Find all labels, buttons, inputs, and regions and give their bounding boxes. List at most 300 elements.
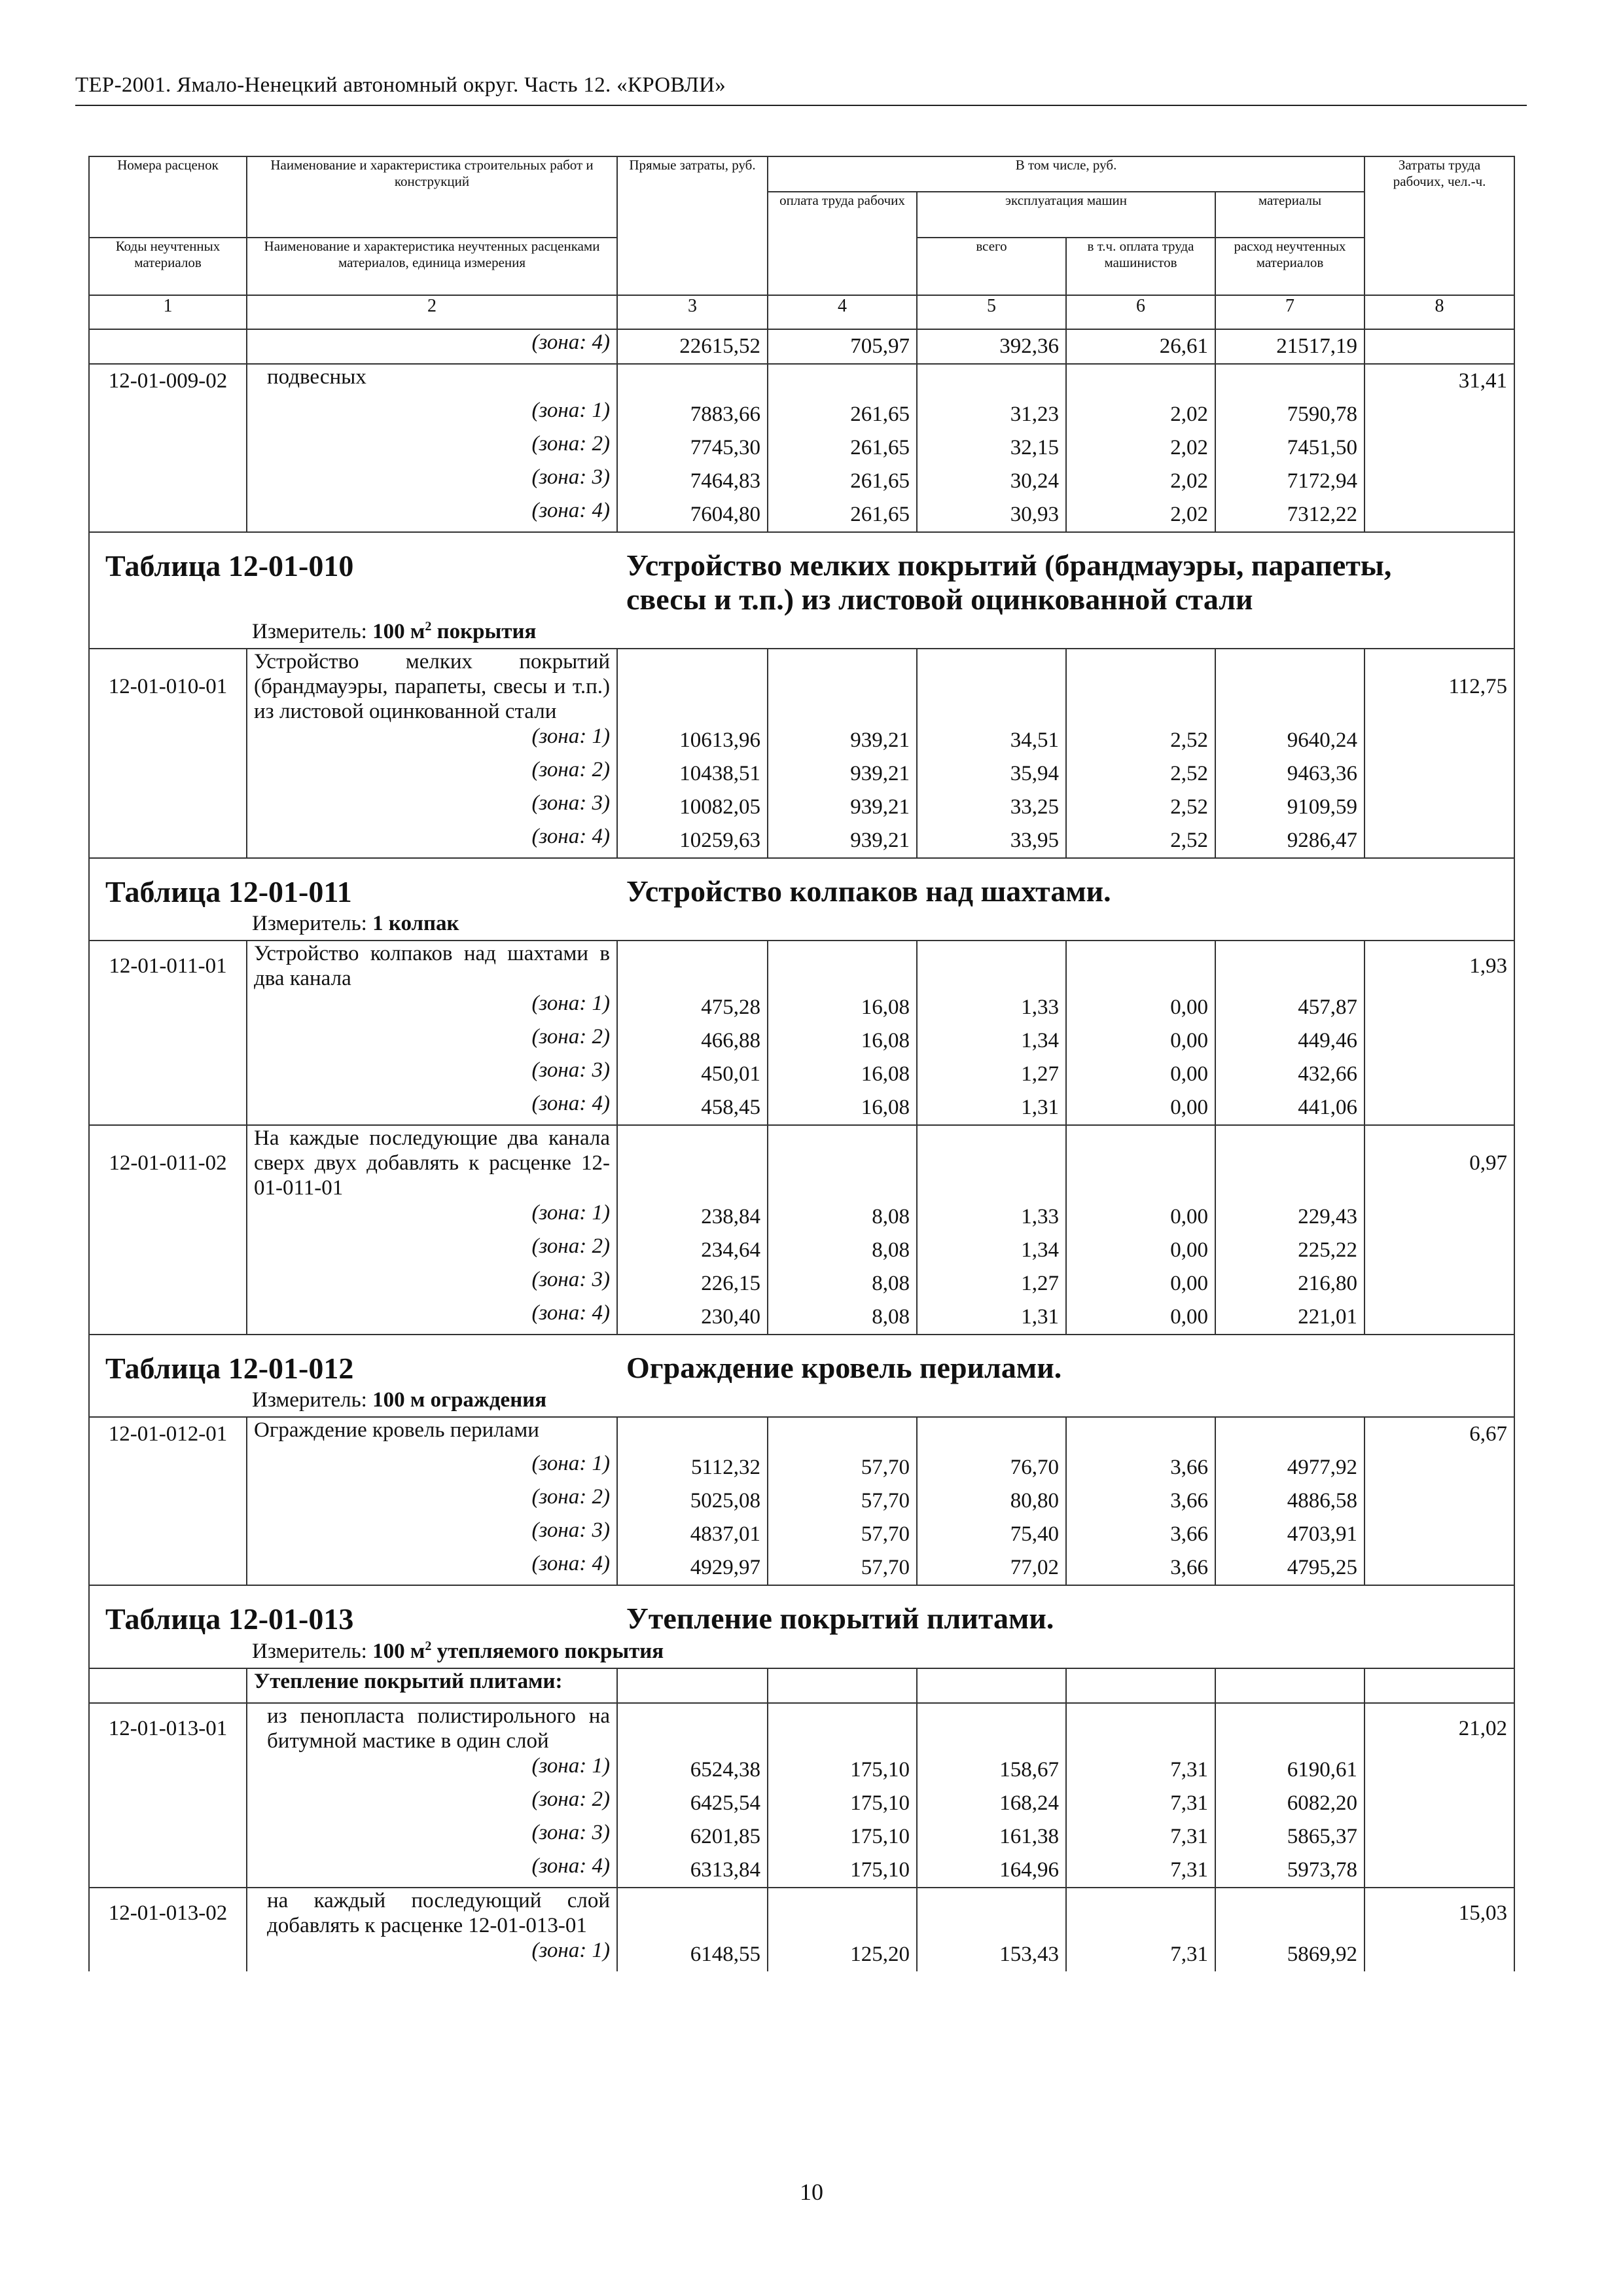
zone-cell (247, 1200, 617, 1234)
section-title-cell (89, 1335, 1514, 1417)
value-cell: 7883,66 (617, 398, 768, 431)
labor-cell (1364, 1234, 1514, 1267)
value-cell: 57,70 (768, 1484, 917, 1518)
value-cell (617, 1417, 768, 1451)
labor-cell (1364, 1854, 1514, 1888)
value-cell (917, 1125, 1066, 1200)
page-number: 10 (800, 2179, 823, 2205)
zone-row (89, 1938, 1514, 1971)
labor-value: 0,97 (1364, 1125, 1514, 1200)
zone-label: (зона: 3) (531, 1518, 610, 1542)
value-cell: 4886,58 (1215, 1484, 1364, 1518)
zone-cell (247, 991, 617, 1024)
labor-cell (1364, 1938, 1514, 1971)
measure-unit (105, 1388, 1498, 1412)
code-cell (89, 1938, 247, 1971)
measure-unit (105, 1639, 1498, 1664)
zone-label: (зона: 1) (531, 1939, 610, 1962)
value-cell: 1,33 (917, 991, 1066, 1024)
zone-cell (247, 329, 617, 364)
value-cell: 57,70 (768, 1451, 917, 1484)
code-cell (89, 398, 247, 431)
value-cell: 30,24 (917, 465, 1066, 498)
measure-unit (105, 619, 1498, 644)
measure-exponent: 2 (425, 619, 432, 634)
zone-row (89, 1484, 1514, 1518)
zone-row (89, 329, 1514, 364)
code-cell (89, 1820, 247, 1854)
value-cell (617, 941, 768, 991)
value-cell: 4977,92 (1215, 1451, 1364, 1484)
labor-cell (1364, 1484, 1514, 1518)
zone-cell (247, 1518, 617, 1551)
labor-cell (1364, 398, 1514, 431)
zone-label: (зона: 3) (531, 1268, 610, 1291)
value-cell: 153,43 (917, 1938, 1066, 1971)
col-number: 5 (917, 295, 1066, 329)
code-cell (89, 724, 247, 757)
value-cell: 33,95 (917, 824, 1066, 858)
value-cell (1066, 1668, 1215, 1703)
value-cell: 9640,24 (1215, 724, 1364, 757)
value-cell: 57,70 (768, 1518, 917, 1551)
value-cell: 6082,20 (1215, 1787, 1364, 1820)
value-cell (1215, 1417, 1364, 1451)
zone-label: (зона: 4) (531, 499, 610, 522)
zone-row (89, 991, 1514, 1024)
value-cell: 230,40 (617, 1300, 768, 1335)
zone-label: (зона: 2) (531, 1234, 610, 1258)
value-cell: 1,31 (917, 1300, 1066, 1335)
code-cell (89, 757, 247, 791)
value-cell: 5865,37 (1215, 1820, 1364, 1854)
labor-cell (1364, 1668, 1514, 1703)
zone-row (89, 824, 1514, 858)
value-cell (1066, 1888, 1215, 1938)
value-cell: 229,43 (1215, 1200, 1364, 1234)
value-cell: 76,70 (917, 1451, 1066, 1484)
zone-label: (зона: 1) (531, 1452, 610, 1475)
value-cell: 4929,97 (617, 1551, 768, 1585)
col2-top-header: Наименование и характеристика строительных работ и конструкций (247, 156, 617, 238)
code-cell (89, 1024, 247, 1058)
value-cell: 2,02 (1066, 431, 1215, 465)
code-cell (89, 1484, 247, 1518)
labor-cell (1364, 1058, 1514, 1091)
value-cell (917, 1668, 1066, 1703)
zone-row (89, 1787, 1514, 1820)
value-cell: 6524,38 (617, 1753, 768, 1787)
code-cell (89, 498, 247, 532)
zone-label: (зона: 3) (531, 791, 610, 815)
rate-item-row (89, 941, 1514, 991)
code-cell (89, 1668, 247, 1703)
labor-value: 1,93 (1364, 941, 1514, 991)
value-cell: 1,31 (917, 1091, 1066, 1125)
value-cell: 5869,92 (1215, 1938, 1364, 1971)
value-cell: 0,00 (1066, 1058, 1215, 1091)
value-cell (1215, 1668, 1364, 1703)
code-cell (89, 791, 247, 824)
value-cell: 2,52 (1066, 791, 1215, 824)
col4-header: оплата труда рабочих (768, 192, 917, 295)
zone-cell (247, 824, 617, 858)
value-cell: 31,23 (917, 398, 1066, 431)
value-cell: 939,21 (768, 757, 917, 791)
zone-row (89, 791, 1514, 824)
measure-prefix: Измеритель: (252, 1640, 367, 1663)
value-cell (1215, 1125, 1364, 1200)
value-cell: 5025,08 (617, 1484, 768, 1518)
value-cell: 939,21 (768, 824, 917, 858)
value-cell: 234,64 (617, 1234, 768, 1267)
code-cell (89, 1551, 247, 1585)
value-cell: 3,66 (1066, 1484, 1215, 1518)
zone-row (89, 724, 1514, 757)
zone-cell (247, 1300, 617, 1335)
value-cell: 7,31 (1066, 1854, 1215, 1888)
value-cell: 30,93 (917, 498, 1066, 532)
measure-unit-text: 100 м ограждения (372, 1388, 547, 1412)
rate-name: Ограждение кровель перилами (247, 1417, 617, 1451)
zone-row (89, 1024, 1514, 1058)
code-cell (89, 465, 247, 498)
zone-cell (247, 1451, 617, 1484)
value-cell (617, 649, 768, 724)
labor-value: 15,03 (1364, 1888, 1514, 1938)
header-rule (75, 105, 1527, 106)
value-cell (917, 364, 1066, 398)
value-cell: 35,94 (917, 757, 1066, 791)
value-cell: 705,97 (768, 329, 917, 364)
machines-header: эксплуатация машин (917, 192, 1215, 238)
zone-cell (247, 1854, 617, 1888)
value-cell: 6425,54 (617, 1787, 768, 1820)
labor-cell (1364, 1753, 1514, 1787)
col8-header: Затраты труда рабочих, чел.-ч. (1364, 156, 1514, 295)
code-cell (89, 1234, 247, 1267)
value-cell: 5973,78 (1215, 1854, 1364, 1888)
value-cell: 7451,50 (1215, 431, 1364, 465)
rate-item-row (89, 1888, 1514, 1938)
measure-rest: покрытия (437, 620, 537, 643)
value-cell: 226,15 (617, 1267, 768, 1300)
value-cell: 161,38 (917, 1820, 1066, 1854)
col7-header: расход неучтенных материалов (1215, 238, 1364, 295)
zone-cell (247, 1024, 617, 1058)
section-title-cell (89, 858, 1514, 941)
zone-row (89, 498, 1514, 532)
value-cell (1066, 941, 1215, 991)
table-title: Устройство мелких покрытий (брандмауэры, парапеты, свесы и т.п.) из листовой оцинкованной стали (626, 548, 1392, 616)
rate-name: На каждые последующие два канала сверх двух добавлять к расценке 12-01-011-01 (247, 1125, 617, 1200)
value-cell: 6201,85 (617, 1820, 768, 1854)
labor-cell (1364, 1024, 1514, 1058)
code-cell (89, 824, 247, 858)
zone-row (89, 1091, 1514, 1125)
value-cell: 7604,80 (617, 498, 768, 532)
value-cell: 6313,84 (617, 1854, 768, 1888)
value-cell (617, 1668, 768, 1703)
value-cell: 225,22 (1215, 1234, 1364, 1267)
value-cell: 0,00 (1066, 1234, 1215, 1267)
code-cell (89, 431, 247, 465)
value-cell (617, 1888, 768, 1938)
zone-label: (зона: 1) (531, 399, 610, 422)
value-cell (917, 941, 1066, 991)
rate-code: 12-01-011-02 (89, 1125, 247, 1200)
rate-name: на каждый последующий слой добавлять к расценке 12-01-013-01 (247, 1888, 617, 1938)
col1-top-header: Номера расценок (89, 156, 247, 238)
code-cell (89, 1058, 247, 1091)
value-cell: 7590,78 (1215, 398, 1364, 431)
value-cell (917, 1888, 1066, 1938)
labor-cell (1364, 1787, 1514, 1820)
value-cell: 0,00 (1066, 1024, 1215, 1058)
value-cell (1066, 649, 1215, 724)
zone-cell (247, 724, 617, 757)
labor-value: 21,02 (1364, 1703, 1514, 1753)
labor-cell (1364, 498, 1514, 532)
zone-cell (247, 431, 617, 465)
zone-label: (зона: 2) (531, 432, 610, 456)
zone-cell (247, 1551, 617, 1585)
zone-cell (247, 1753, 617, 1787)
value-cell: 7,31 (1066, 1938, 1215, 1971)
value-cell: 261,65 (768, 431, 917, 465)
value-cell: 3,66 (1066, 1551, 1215, 1585)
zone-cell (247, 1091, 617, 1125)
col5-header: всего (917, 238, 1066, 295)
table-number: Таблица 12-01-010 (105, 549, 354, 583)
value-cell: 16,08 (768, 1058, 917, 1091)
value-cell (917, 649, 1066, 724)
section-title-cell (89, 532, 1514, 649)
rate-name: подвесных (247, 364, 617, 398)
zone-cell (247, 1938, 617, 1971)
rate-item-row (89, 1417, 1514, 1451)
code-cell (89, 1854, 247, 1888)
value-cell: 2,02 (1066, 398, 1215, 431)
zone-label: (зона: 4) (531, 1552, 610, 1575)
zone-row (89, 1551, 1514, 1585)
measure-unit (105, 912, 1498, 936)
value-cell: 9109,59 (1215, 791, 1364, 824)
value-cell: 175,10 (768, 1753, 917, 1787)
col-number: 6 (1066, 295, 1215, 329)
code-cell (89, 1451, 247, 1484)
zone-label: (зона: 2) (531, 758, 610, 781)
value-cell: 7,31 (1066, 1787, 1215, 1820)
value-cell (768, 1125, 917, 1200)
zone-label: (зона: 3) (531, 1058, 610, 1082)
labor-cell (1364, 724, 1514, 757)
measure-value (372, 912, 459, 935)
value-cell (1215, 1703, 1364, 1753)
labor-value: 6,67 (1364, 1417, 1514, 1451)
zone-cell (247, 757, 617, 791)
value-cell: 164,96 (917, 1854, 1066, 1888)
measure-rest: утепляемого покрытия (437, 1640, 664, 1663)
zone-label: (зона: 3) (531, 1821, 610, 1844)
value-cell: 2,02 (1066, 498, 1215, 532)
rate-code: 12-01-009-02 (89, 364, 247, 398)
table-section-title (89, 1585, 1514, 1668)
price-table (88, 156, 1514, 1971)
value-cell: 8,08 (768, 1200, 917, 1234)
value-cell: 125,20 (768, 1938, 917, 1971)
zone-label: (зона: 4) (531, 1301, 610, 1325)
value-cell: 8,08 (768, 1300, 917, 1335)
labor-value: 112,75 (1364, 649, 1514, 724)
labor-cell (1364, 1518, 1514, 1551)
labor-cell (1364, 757, 1514, 791)
labor-cell (1364, 465, 1514, 498)
value-cell: 0,00 (1066, 1091, 1215, 1125)
value-cell: 450,01 (617, 1058, 768, 1091)
table-number: Таблица 12-01-011 (105, 875, 352, 908)
zone-label: (зона: 2) (531, 1485, 610, 1509)
value-cell: 3,66 (1066, 1451, 1215, 1484)
value-cell: 7312,22 (1215, 498, 1364, 532)
value-cell: 57,70 (768, 1551, 917, 1585)
value-cell: 77,02 (917, 1551, 1066, 1585)
value-cell: 8,08 (768, 1267, 917, 1300)
value-cell (617, 1125, 768, 1200)
measure-prefix: Измеритель: (252, 620, 367, 643)
value-cell (768, 1888, 917, 1938)
code-cell (89, 1200, 247, 1234)
value-cell: 10613,96 (617, 724, 768, 757)
value-cell: 238,84 (617, 1200, 768, 1234)
col-number: 2 (247, 295, 617, 329)
zone-label: (зона: 4) (531, 825, 610, 848)
value-cell: 457,87 (1215, 991, 1364, 1024)
table-section-title (89, 1335, 1514, 1417)
value-cell: 80,80 (917, 1484, 1066, 1518)
measure-prefix: Измеритель: (252, 912, 367, 935)
value-cell: 10259,63 (617, 824, 768, 858)
measure-exponent: 2 (425, 1639, 432, 1653)
labor-value: 31,41 (1364, 364, 1514, 398)
value-cell (617, 364, 768, 398)
rate-code: 12-01-013-01 (89, 1703, 247, 1753)
code-cell (89, 1091, 247, 1125)
code-cell (89, 1787, 247, 1820)
rate-code: 12-01-012-01 (89, 1417, 247, 1451)
value-cell: 7,31 (1066, 1820, 1215, 1854)
value-cell: 458,45 (617, 1091, 768, 1125)
value-cell: 16,08 (768, 1091, 917, 1125)
labor-cell (1364, 1200, 1514, 1234)
value-cell (768, 649, 917, 724)
value-cell: 0,00 (1066, 1300, 1215, 1335)
value-cell: 2,52 (1066, 824, 1215, 858)
included-header: В том числе, руб. (768, 156, 1364, 192)
labor-cell (1364, 1551, 1514, 1585)
value-cell (768, 364, 917, 398)
zone-cell (247, 1484, 617, 1518)
value-cell (768, 1668, 917, 1703)
zone-cell (247, 791, 617, 824)
table-number: Таблица 12-01-013 (105, 1602, 354, 1636)
table-section-title (89, 858, 1514, 941)
code-cell (89, 1267, 247, 1300)
value-cell: 175,10 (768, 1854, 917, 1888)
zone-row (89, 1753, 1514, 1787)
value-cell: 168,24 (917, 1787, 1066, 1820)
zone-row (89, 1200, 1514, 1234)
value-cell: 0,00 (1066, 1200, 1215, 1234)
value-cell: 1,27 (917, 1058, 1066, 1091)
value-cell: 7745,30 (617, 431, 768, 465)
table-title: Утепление покрытий плитами. (626, 1602, 1054, 1635)
value-cell: 16,08 (768, 991, 917, 1024)
value-cell: 4837,01 (617, 1518, 768, 1551)
value-cell (1215, 364, 1364, 398)
subheading-row (89, 1668, 1514, 1703)
code-cell (89, 1518, 247, 1551)
value-cell: 6190,61 (1215, 1753, 1364, 1787)
zone-cell (247, 1787, 617, 1820)
value-cell: 1,33 (917, 1200, 1066, 1234)
section-title-cell (89, 1585, 1514, 1668)
column-number-row (89, 295, 1514, 329)
rate-name: Устройство мелких покрытий (брандмауэры, парапеты, свесы и т.п.) из листовой оцинкованной стали (247, 649, 617, 724)
zone-label: (зона: 2) (531, 1787, 610, 1811)
table-title: Ограждение кровель перилами. (626, 1351, 1062, 1384)
value-cell: 221,01 (1215, 1300, 1364, 1335)
zone-row (89, 1518, 1514, 1551)
table-number: Таблица 12-01-012 (105, 1352, 354, 1385)
code-cell (89, 991, 247, 1024)
code-cell (89, 1300, 247, 1335)
code-cell (89, 329, 247, 364)
value-cell: 261,65 (768, 398, 917, 431)
zone-cell (247, 1820, 617, 1854)
value-cell: 22615,52 (617, 329, 768, 364)
col2-bottom-header: Наименование и характеристика неучтенных расценками материалов, единица измерения (247, 238, 617, 295)
value-cell: 7464,83 (617, 465, 768, 498)
value-cell: 2,02 (1066, 465, 1215, 498)
zone-label: (зона: 1) (531, 1201, 610, 1225)
value-cell: 449,46 (1215, 1024, 1364, 1058)
measure-value (372, 1640, 664, 1663)
value-cell (1066, 1417, 1215, 1451)
value-cell: 75,40 (917, 1518, 1066, 1551)
rate-name: Устройство колпаков над шахтами в два канала (247, 941, 617, 991)
labor-cell (1364, 329, 1514, 364)
value-cell: 392,36 (917, 329, 1066, 364)
zone-cell (247, 398, 617, 431)
labor-cell (1364, 431, 1514, 465)
value-cell: 158,67 (917, 1753, 1066, 1787)
value-cell: 2,52 (1066, 724, 1215, 757)
zone-label: (зона: 4) (531, 1854, 610, 1878)
value-cell (768, 941, 917, 991)
value-cell (1215, 649, 1364, 724)
rate-name: из пенопласта полистирольного на битумной мастике в один слой (247, 1703, 617, 1753)
value-cell: 9286,47 (1215, 824, 1364, 858)
value-cell: 939,21 (768, 791, 917, 824)
value-cell: 33,25 (917, 791, 1066, 824)
value-cell: 9463,36 (1215, 757, 1364, 791)
rate-code: 12-01-013-02 (89, 1888, 247, 1938)
zone-row (89, 1300, 1514, 1335)
rate-item-row (89, 364, 1514, 398)
zone-row (89, 1234, 1514, 1267)
zone-row (89, 431, 1514, 465)
